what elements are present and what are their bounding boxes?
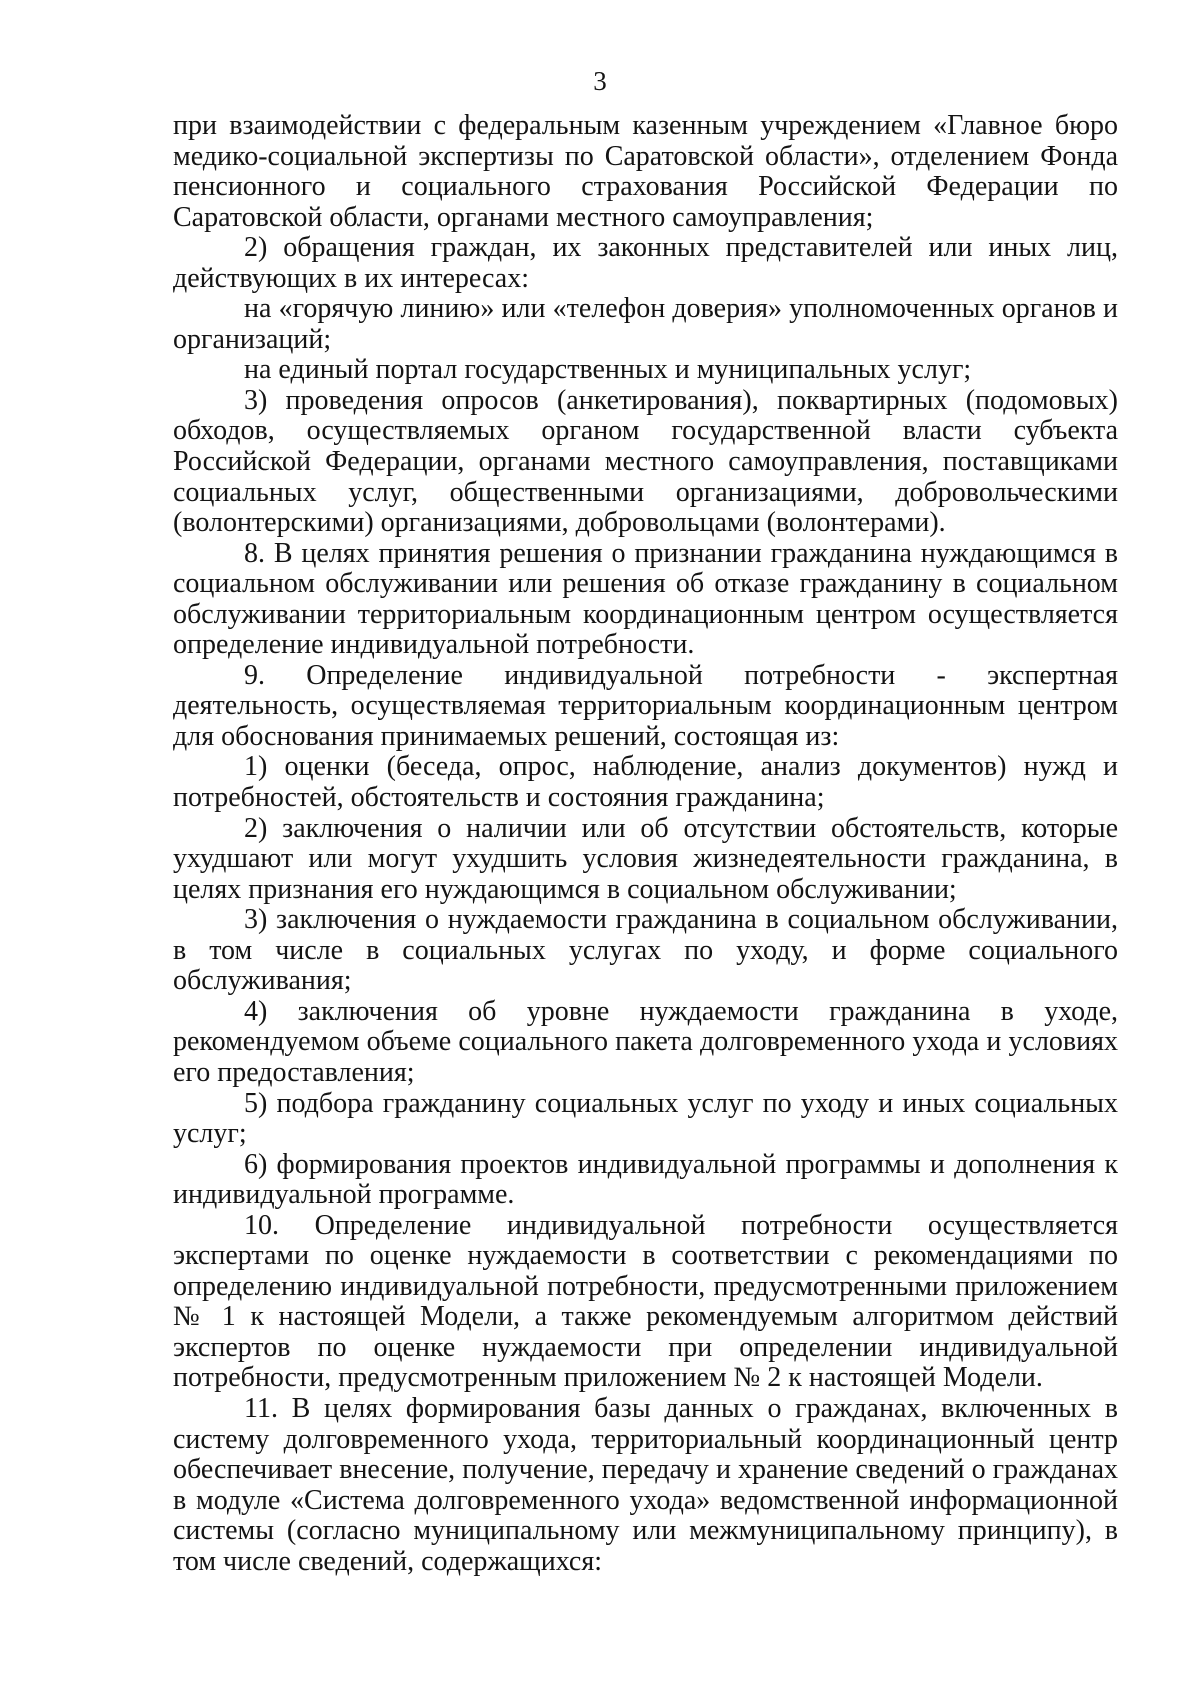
paragraph-clause-11: 11. В целях формирования базы данных о гражданах, включенных в систему долговременного ухода, территориальный координационный центр обеспечивает внесение, получение, передачу и хранение сведений о гражданах в модуле «Система долговременного ухода» ведомственной информационной системы (согласно муниципальному или межмуниципальному принципу), в том числе сведений, содержащихся: — [173, 1392, 1118, 1577]
paragraph-item-3: 3) проведения опросов (анкетирования), поквартирных (подомовых) обходов, осуществляемых органом государственной власти субъекта Российской Федерации, органами местного самоуправления, поставщиками социальных услуг, общественными организациями, добровольческими (волонтерскими) организациями, добровольцами (волонтерами). — [173, 384, 1118, 539]
page-number: 3 — [593, 66, 607, 96]
paragraph-item-2: 2) обращения граждан, их законных представителей или иных лиц, действующих в их интересах: — [173, 232, 1118, 294]
paragraph-clause-8: 8. В целях принятия решения о признании гражданина нуждающимся в социальном обслуживании или решения об отказе гражданину в социальном обслуживании территориальным координационным центром осуществляется определение индивидуальной потребности. — [173, 537, 1118, 661]
paragraph-clause-10: 10. Определение индивидуальной потребности осуществляется экспертами по оценке нуждаемости в соответствии с рекомендациями по определению индивидуальной потребности, предусмотренными приложением № 1 к настоящей Модели, а также рекомендуемым алгоритмом действий экспертов по оценке нуждаемости при определении индивидуальной потребности, предусмотренным приложением № 2 к настоящей Модели. — [173, 1209, 1118, 1394]
paragraph-continuation: при взаимодействии с федеральным казенным учреждением «Главное бюро медико-социальной экспертизы по Саратовской области», отделением Фонда пенсионного и социального страхования Российской Федерации по Саратовской области, органами местного самоуправления; — [173, 110, 1118, 233]
document-body — [173, 111, 1118, 1577]
paragraph-hotline: на «горячую линию» или «телефон доверия» уполномоченных органов и организаций; — [173, 293, 1118, 355]
paragraph-clause-9-item-1: 1) оценки (беседа, опрос, наблюдение, анализ документов) нужд и потребностей, обстоятельств и состояния гражданина; — [173, 751, 1118, 814]
paragraph-clause-9-item-2: 2) заключения о наличии или об отсутствии обстоятельств, которые ухудшают или могут ухудшить условия жизнедеятельности гражданина, в целях признания его нуждающимся в социальном обслуживании; — [173, 812, 1118, 905]
paragraph-clause-9-item-6: 6) формирования проектов индивидуальной программы и дополнения к индивидуальной программе. — [173, 1148, 1118, 1211]
paragraph-clause-9: 9. Определение индивидуальной потребности - экспертная деятельность, осуществляемая территориальным координационным центром для обоснования принимаемых решений, состоящая из: — [173, 659, 1118, 752]
paragraph-clause-9-item-4: 4) заключения об уровне нуждаемости гражданина в уходе, рекомендуемом объеме социального пакета долговременного ухода и условиях его предоставления; — [173, 995, 1118, 1088]
paragraph-clause-9-item-3: 3) заключения о нуждаемости гражданина в социальном обслуживании, в том числе в социальных услугах по уходу, и форме социального обслуживания; — [173, 904, 1118, 997]
paragraph-portal: на единый портал государственных и муниципальных услуг; — [244, 354, 972, 386]
paragraph-clause-9-item-5: 5) подбора гражданину социальных услуг по уходу и иных социальных услуг; — [173, 1087, 1118, 1150]
